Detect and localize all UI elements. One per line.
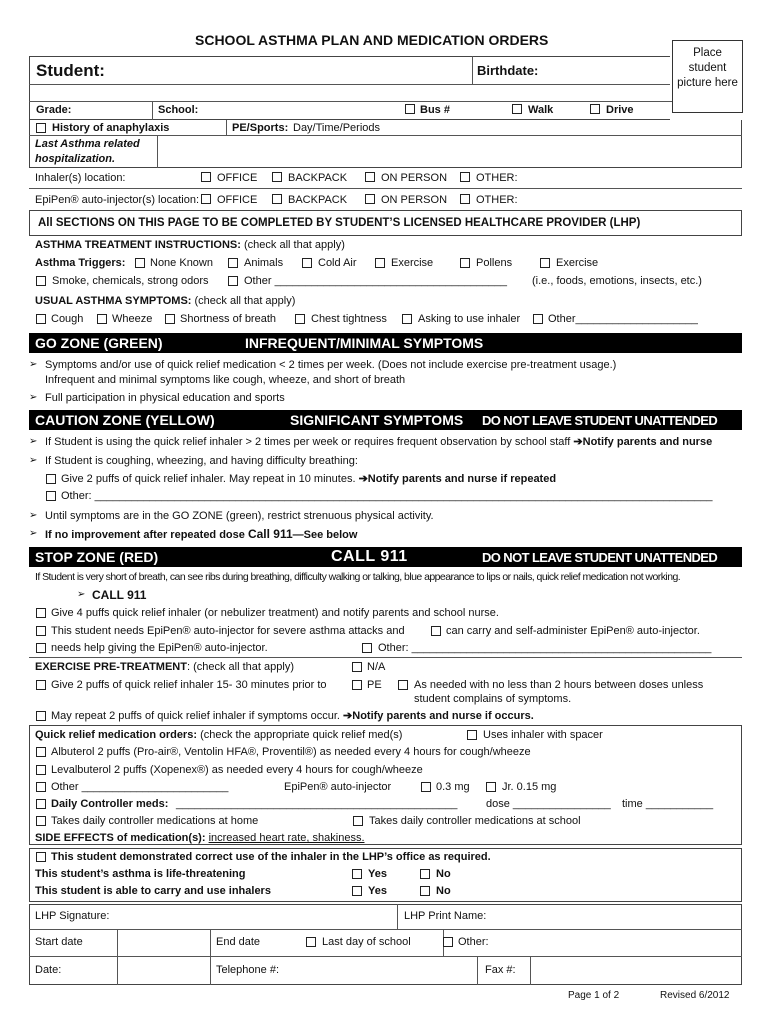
trigger-exercise2-checkbox[interactable]	[540, 258, 550, 268]
inhaler-backpack-label: BACKPACK	[288, 172, 348, 184]
inhaler-office-label: OFFICE	[217, 172, 258, 184]
lhp-signature-field[interactable]: LHP Signature:	[35, 910, 110, 922]
lhp-notice: All SECTIONS ON THIS PAGE TO BE COMPLETED BY STUDENT’S LICENSED HEALTHCARE PROVIDER (LHP)	[38, 217, 641, 229]
needs-help-checkbox[interactable]	[36, 643, 46, 653]
trigger-pollens-checkbox[interactable]	[460, 258, 470, 268]
albuterol-text: Albuterol 2 puffs (Pro-air®, Ventolin HFA®, Proventil®) as needed every 4 hours for cough/wheeze	[51, 746, 531, 758]
medication-heading: Quick relief medication orders: (check the appropriate quick relief med(s)	[35, 729, 403, 741]
end-other-label: Other:	[458, 936, 489, 948]
needs-help-text: needs help giving the EpiPen® auto-injector.	[51, 642, 268, 654]
inhaler-other-checkbox[interactable]	[460, 172, 470, 182]
epipen-person-label: ON PERSON	[381, 194, 448, 206]
side-effects: SIDE EFFECTS of medication(s): increased heart rate, shakiness.	[35, 832, 365, 844]
levalbuterol-text: Levalbuterol 2 puffs (Xopenex®) as needed every 4 hours for cough/wheeze	[51, 764, 423, 776]
symptom-cough-label: Cough	[51, 313, 84, 325]
carry-no-checkbox[interactable]	[420, 886, 430, 896]
symptom-wheeze-label: Wheeze	[112, 313, 153, 325]
walk-checkbox[interactable]	[512, 104, 522, 114]
trigger-other-note: (i.e., foods, emotions, insects, etc.)	[532, 275, 702, 287]
life-threatening-text: This student’s asthma is life-threatening	[35, 868, 246, 880]
page-title: SCHOOL ASTHMA PLAN AND MEDICATION ORDERS	[195, 32, 549, 48]
controller-label: Daily Controller meds:	[51, 798, 169, 810]
dose-015-label: Jr. 0.15 mg	[502, 781, 557, 793]
inhaler-backpack-checkbox[interactable]	[272, 172, 282, 182]
end-other-checkbox[interactable]	[443, 937, 453, 947]
inhaler-office-checkbox[interactable]	[201, 172, 211, 182]
epipen-label: EpiPen® auto-injector	[284, 781, 392, 793]
caution-bullet-3: Until symptoms are in the GO ZONE (green), restrict strenuous physical activity.	[45, 510, 434, 522]
trigger-exercise2-label: Exercise	[556, 257, 599, 269]
controller-home-checkbox[interactable]	[36, 816, 46, 826]
dose-03-checkbox[interactable]	[421, 782, 431, 792]
grade-field[interactable]: Grade:	[36, 104, 72, 116]
epipen-person-checkbox[interactable]	[365, 194, 375, 204]
inhaler-person-checkbox[interactable]	[365, 172, 375, 182]
trigger-none-checkbox[interactable]	[135, 258, 145, 268]
trigger-animals-label: Animals	[244, 257, 284, 269]
symptom-other-checkbox[interactable]	[533, 314, 543, 324]
stop-zone-title: STOP ZONE (RED)	[35, 549, 159, 565]
exercise-as-needed-text-2: student complains of symptoms.	[414, 693, 572, 705]
pe-sports-label: PE/Sports:	[232, 122, 289, 134]
arrow-bullet-icon: ➢	[29, 392, 38, 403]
life-yes-label: Yes	[368, 868, 387, 880]
stop-zone-warning: DO NOT LEAVE STUDENT UNATTENDED	[482, 550, 718, 565]
needs-epipen-text: This student needs EpiPen® auto-injector for severe asthma attacks and	[51, 625, 405, 637]
symptoms-heading: USUAL ASTHMA SYMPTOMS: (check all that apply)	[35, 295, 296, 307]
date-field[interactable]: Date:	[35, 964, 62, 976]
revised-date: Revised 6/2012	[660, 990, 730, 1001]
last-hosp-label-2: hospitalization.	[35, 153, 116, 165]
controller-school-checkbox[interactable]	[353, 816, 363, 826]
epipen-office-checkbox[interactable]	[201, 194, 211, 204]
give2-text: Give 2 puffs of quick relief inhaler. May repeat in 10 minutes. ➔Notify parents and nurse if repeated	[61, 473, 557, 485]
med-other-checkbox[interactable]	[36, 782, 46, 792]
bus-checkbox[interactable]	[405, 104, 415, 114]
drive-checkbox[interactable]	[590, 104, 600, 114]
arrow-bullet-icon: ➢	[77, 589, 86, 600]
exercise-repeat-checkbox[interactable]	[36, 711, 46, 721]
go-zone-subtitle: INFREQUENT/MINIMAL SYMPTOMS	[245, 335, 484, 351]
needs-epipen-checkbox[interactable]	[36, 626, 46, 636]
life-yes-checkbox[interactable]	[352, 869, 362, 879]
arrow-bullet-icon: ➢	[29, 436, 38, 447]
controller-line[interactable]: ______________________________________________	[176, 798, 458, 810]
can-carry-text: can carry and self-administer EpiPen® auto-injector.	[446, 625, 700, 637]
arrow-bullet-icon: ➢	[29, 359, 38, 370]
trigger-exercise-label: Exercise	[391, 257, 434, 269]
controller-checkbox[interactable]	[36, 799, 46, 809]
exercise-pe-checkbox[interactable]	[352, 680, 362, 690]
photo-box: Place student picture here	[672, 40, 743, 113]
exercise-na-label: N/A	[367, 661, 386, 673]
go-bullet-2: Full participation in physical education and sports	[45, 392, 285, 404]
caution-zone-band	[29, 410, 742, 430]
symptom-sob-checkbox[interactable]	[165, 314, 175, 324]
last-day-label: Last day of school	[322, 936, 411, 948]
start-date-label: Start date	[35, 936, 83, 948]
go-zone-band	[29, 333, 742, 353]
trigger-exercise-checkbox[interactable]	[375, 258, 385, 268]
stop-zone-call: CALL 911	[331, 548, 408, 565]
caution-bullet-4: If no improvement after repeated dose Call 911—See below	[45, 527, 358, 541]
symptom-cough-checkbox[interactable]	[36, 314, 46, 324]
exercise-na-checkbox[interactable]	[352, 662, 362, 672]
caution-zone-subtitle: SIGNIFICANT SYMPTOMS	[290, 412, 464, 428]
controller-time-line[interactable]: time ___________	[622, 798, 714, 810]
stop-other-checkbox[interactable]	[362, 643, 372, 653]
controller-school-label: Takes daily controller medications at school	[369, 815, 581, 827]
carry-yes-label: Yes	[368, 885, 387, 897]
dose-03-label: 0.3 mg	[436, 781, 470, 793]
dose-015-checkbox[interactable]	[486, 782, 496, 792]
symptom-chest-label: Chest tightness	[311, 313, 387, 325]
pe-sports-value: Day/Time/Periods	[293, 122, 381, 134]
symptom-sob-label: Shortness of breath	[180, 313, 277, 325]
life-no-checkbox[interactable]	[420, 869, 430, 879]
last-hosp-label: Last Asthma related	[35, 138, 140, 150]
go-bullet-1b: Infrequent and minimal symptoms like cough, wheeze, and short of breath	[45, 374, 406, 386]
stop-other-line[interactable]: Other: _________________________________________________	[378, 642, 712, 654]
arrow-bullet-icon: ➢	[29, 455, 38, 466]
last-day-checkbox[interactable]	[306, 937, 316, 947]
symptom-chest-checkbox[interactable]	[295, 314, 305, 324]
header-box	[29, 56, 670, 120]
birthdate-field[interactable]: Birthdate:	[477, 63, 539, 78]
caution-zone-title: CAUTION ZONE (YELLOW)	[35, 412, 215, 428]
go-zone-title: GO ZONE (GREEN)	[35, 335, 163, 351]
trigger-smoke-label: Smoke, chemicals, strong odors	[52, 275, 209, 287]
exercise-give2-checkbox[interactable]	[36, 680, 46, 690]
exercise-give2-text: Give 2 puffs of quick relief inhaler 15- 30 minutes prior to	[51, 679, 327, 691]
inhaler-location-label: Inhaler(s) location:	[35, 172, 126, 184]
albuterol-checkbox[interactable]	[36, 747, 46, 757]
controller-home-label: Takes daily controller medications at home	[51, 815, 259, 827]
caution-bullet-2: If Student is coughing, wheezing, and having difficulty breathing:	[45, 455, 358, 467]
school-field[interactable]: School:	[158, 104, 199, 116]
walk-label: Walk	[528, 104, 554, 116]
trigger-none-label: None Known	[150, 257, 213, 269]
triggers-label: Asthma Triggers:	[35, 257, 126, 269]
exercise-heading: EXERCISE PRE-TREATMENT: (check all that apply)	[35, 661, 294, 673]
carry-yes-checkbox[interactable]	[352, 886, 362, 896]
page-number: Page 1 of 2	[568, 990, 620, 1001]
epipen-backpack-label: BACKPACK	[288, 194, 348, 206]
give2-checkbox[interactable]	[46, 474, 56, 484]
drive-label: Drive	[606, 104, 634, 116]
give4-text: Give 4 puffs quick relief inhaler (or nebulizer treatment) and notify parents and school nurse.	[51, 607, 499, 619]
symptom-inhaler-label: Asking to use inhaler	[418, 313, 521, 325]
trigger-cold-air-checkbox[interactable]	[302, 258, 312, 268]
anaphylaxis-label: History of anaphylaxis	[52, 122, 170, 134]
exercise-pe-label: PE	[367, 679, 382, 691]
demonstrated-checkbox[interactable]	[36, 852, 46, 862]
go-bullet-1: Symptoms and/or use of quick relief medication < 2 times per week. (Does not include exercise pre-treatment usage.)	[45, 359, 617, 371]
give4-checkbox[interactable]	[36, 608, 46, 618]
trigger-other-checkbox[interactable]	[228, 276, 238, 286]
exercise-repeat-text: May repeat 2 puffs of quick relief inhaler if symptoms occur. ➔Notify parents and nurse if occurs.	[51, 710, 534, 722]
demonstrated-text: This student demonstrated correct use of the inhaler in the LHP’s office as required.	[51, 851, 491, 863]
arrow-bullet-icon: ➢	[29, 510, 38, 521]
symptom-other-label[interactable]: Other____________________	[548, 313, 698, 325]
stop-call-911: CALL 911	[92, 588, 147, 602]
epipen-backpack-checkbox[interactable]	[272, 194, 282, 204]
carry-text: This student is able to carry and use inhalers	[35, 885, 271, 897]
epipen-office-label: OFFICE	[217, 194, 258, 206]
exercise-as-needed-checkbox[interactable]	[398, 680, 408, 690]
epipen-location-label: EpiPen® auto-injector(s) location:	[35, 194, 200, 206]
symptom-inhaler-checkbox[interactable]	[402, 314, 412, 324]
levalbuterol-checkbox[interactable]	[36, 765, 46, 775]
student-field[interactable]: Student:	[36, 61, 105, 80]
life-no-label: No	[436, 868, 451, 880]
bus-label: Bus #	[420, 104, 450, 116]
carry-no-label: No	[436, 885, 451, 897]
trigger-other-line[interactable]: Other ______________________________________	[244, 275, 508, 287]
lhp-print-name-field[interactable]: LHP Print Name:	[404, 910, 487, 922]
trigger-cold-air-label: Cold Air	[318, 257, 357, 269]
treatment-heading: ASTHMA TREATMENT INSTRUCTIONS: (check all that apply)	[35, 239, 345, 251]
stop-zone-band	[29, 547, 742, 567]
inhaler-other-label: OTHER:	[476, 172, 518, 184]
inhaler-person-label: ON PERSON	[381, 172, 448, 184]
symptom-wheeze-checkbox[interactable]	[97, 314, 107, 324]
epipen-other-label: OTHER:	[476, 194, 518, 206]
caution-zone-warning: DO NOT LEAVE STUDENT UNATTENDED	[482, 413, 718, 428]
anaphylaxis-checkbox[interactable]	[36, 123, 46, 133]
caution-other-line[interactable]: Other: _____________________________________________________________________________________________________	[61, 490, 713, 502]
caution-other-checkbox[interactable]	[46, 491, 56, 501]
trigger-animals-checkbox[interactable]	[228, 258, 238, 268]
controller-dose-line[interactable]: dose ________________	[486, 798, 611, 810]
arrow-bullet-icon: ➢	[29, 528, 38, 539]
can-carry-checkbox[interactable]	[431, 626, 441, 636]
exercise-as-needed-text: As needed with no less than 2 hours between doses unless	[414, 679, 704, 691]
trigger-smoke-checkbox[interactable]	[36, 276, 46, 286]
stop-description: If Student is very short of breath, can see ribs during breathing, difficulty walking or talking, blue appearance to lips or nails, quick relief medication not working.	[35, 571, 681, 583]
trigger-pollens-label: Pollens	[476, 257, 513, 269]
end-date-label: End date	[216, 936, 261, 948]
med-other-line[interactable]: Other ________________________	[51, 781, 229, 793]
telephone-field[interactable]: Telephone #:	[216, 964, 279, 976]
epipen-other-checkbox[interactable]	[460, 194, 470, 204]
spacer-checkbox[interactable]	[467, 730, 477, 740]
spacer-label: Uses inhaler with spacer	[483, 729, 603, 741]
caution-bullet-1: If Student is using the quick relief inhaler > 2 times per week or requires frequent observation by school staff ➔Notify parents and nurse	[45, 436, 713, 448]
fax-field[interactable]: Fax #:	[485, 964, 516, 976]
